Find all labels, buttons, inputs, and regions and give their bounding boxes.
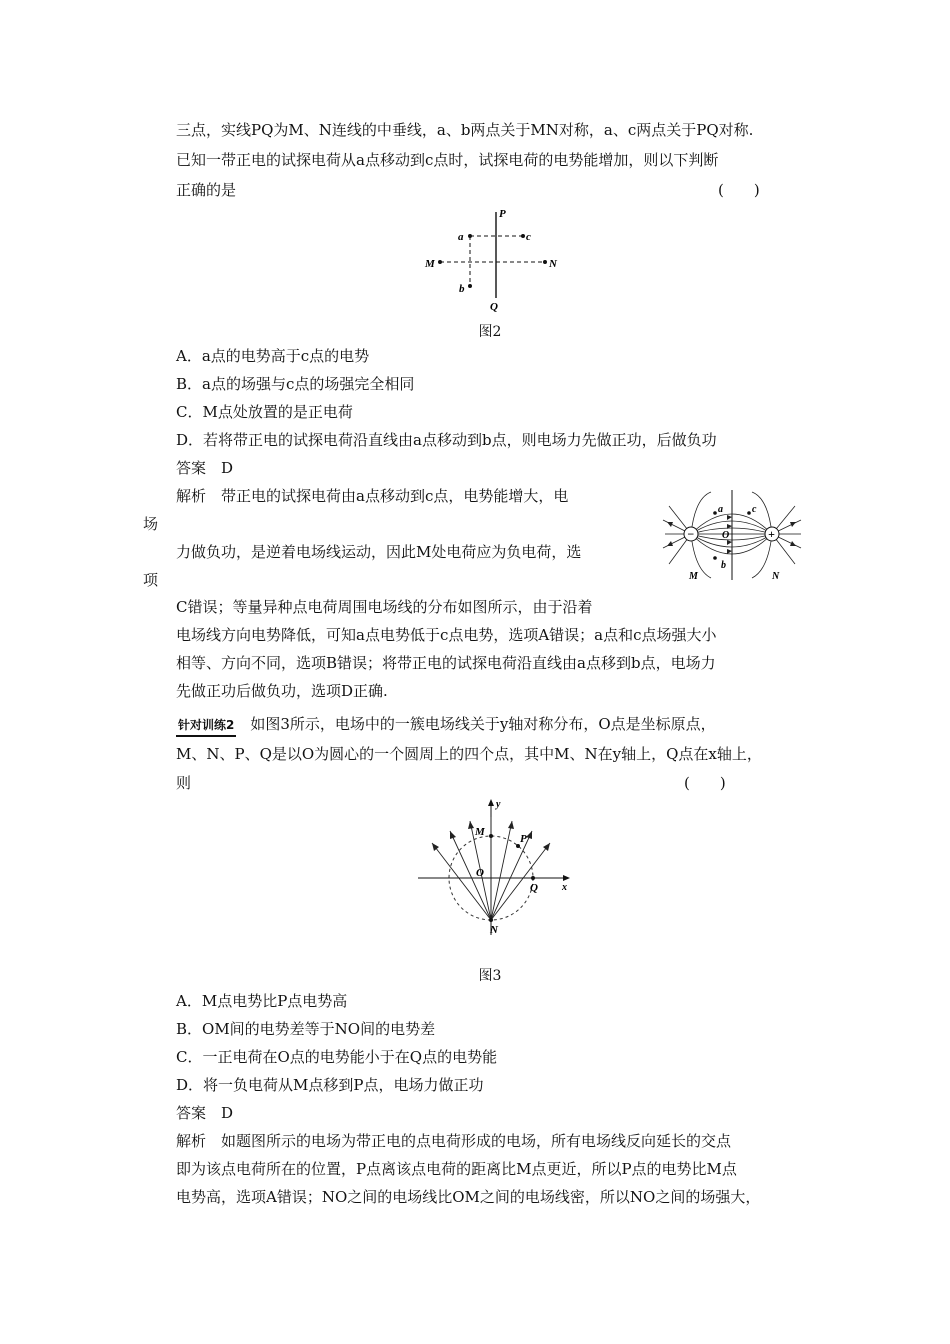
- p1-analysis-line-6: 电场线方向电势降低，可知a点电势低于c点电势，选项A错误；a点和c点场强大小: [176, 626, 717, 644]
- dipole-label-o: O: [722, 530, 730, 541]
- p1-option-d: D．若将带正电的试探电荷沿直线由a点移动到b点，则电场力先做正功，后做负功: [176, 431, 717, 449]
- label-b: b: [459, 283, 465, 295]
- label-n-fig3: N: [490, 924, 498, 936]
- p1-analysis-line-7: 相等、方向不同，选项B错误；将带正电的试探电荷沿直线由a点移到b点，电场力: [176, 654, 716, 672]
- label-x: x: [562, 882, 567, 893]
- p2-intro-line-1: 如图3所示，电场中的一簇电场线关于y轴对称分布，O点是坐标原点，: [250, 715, 716, 733]
- p1-answer-blank: ( ): [718, 181, 760, 199]
- practice-badge: 针对训练2: [176, 715, 236, 737]
- point-a: [468, 234, 472, 238]
- p1-option-c: C．M点处放置的是正电荷: [176, 403, 353, 421]
- p1-analysis-line-8: 先做正功后做负功，选项D正确.: [176, 682, 388, 700]
- plus-sign: +: [768, 527, 775, 541]
- dipole-field-diagram: [655, 488, 810, 583]
- p2-intro-line-1-row: [176, 714, 716, 737]
- p1-analysis-line-1: 解析 带正电的试探电荷由a点移动到c点，电势能增大，电: [176, 487, 569, 505]
- figure-2-diagram: [420, 200, 570, 315]
- label-p-fig3: P: [520, 833, 527, 845]
- p1-intro-line-1: 三点，实线PQ为M、N连线的中垂线，a、b两点关于MN对称，a、c两点关于PQ对称.: [176, 121, 754, 139]
- p1-option-a: A．a点的电势高于c点的电势: [176, 347, 370, 365]
- p2-analysis-line-2: 即为该点电荷所在的位置，P点离该点电荷的距离比M点更近，所以P点的电势比M点: [176, 1160, 737, 1178]
- y-axis-arrow: [488, 799, 494, 806]
- dipole-label-m: M: [689, 571, 698, 582]
- p1-intro-line-2: 已知一带正电的试探电荷从a点移动到c点时，试探电荷的电势能增加，则以下判断: [176, 151, 719, 169]
- label-c: c: [526, 231, 531, 243]
- p1-analysis-line-3: 力做负功，是逆着电场线运动，因此M处电荷应为负电荷，选: [176, 543, 582, 561]
- label-q: Q: [490, 301, 498, 313]
- p2-analysis-line-1: 解析 如题图所示的电场为带正电的点电荷形成的电场，所有电场线反向延长的交点: [176, 1132, 732, 1150]
- point-n-fig3: [489, 918, 493, 922]
- point-m: [438, 260, 442, 264]
- point-q-fig3: [531, 876, 535, 880]
- point-c: [521, 234, 525, 238]
- dipole-label-c: c: [752, 504, 757, 515]
- p1-analysis-line-5: C错误；等量异种点电荷周围电场线的分布如图所示，由于沿着: [176, 598, 593, 616]
- p1-analysis-line-2: 场: [143, 515, 159, 533]
- figure-2-caption: 图2: [478, 324, 502, 340]
- point-m-fig3: [489, 834, 493, 838]
- dipole-point-c: [747, 511, 751, 515]
- p1-option-b: B．a点的场强与c点的场强完全相同: [176, 375, 415, 393]
- label-a: a: [458, 231, 464, 243]
- figure-3-diagram: [412, 795, 577, 945]
- p2-answer-blank: ( ): [684, 774, 726, 792]
- point-b: [468, 284, 472, 288]
- label-o-fig3: O: [476, 867, 484, 879]
- label-n: N: [549, 258, 557, 270]
- p1-analysis-line-4: 项: [143, 571, 159, 589]
- p2-option-a: A．M点电势比P点电势高: [176, 992, 348, 1010]
- label-q-fig3: Q: [530, 882, 538, 894]
- label-m: M: [425, 258, 435, 270]
- p2-answer: 答案 D: [176, 1104, 234, 1122]
- label-y: y: [496, 799, 501, 810]
- p1-intro-line-3: 正确的是: [176, 181, 237, 199]
- p2-analysis-line-3: 电势高，选项A错误；NO之间的电场线比OM之间的电场线密，所以NO之间的场强大，: [176, 1188, 761, 1206]
- dipole-label-n: N: [772, 571, 780, 582]
- dipole-point-a: [713, 511, 717, 515]
- dipole-label-b: b: [721, 560, 726, 571]
- dipole-label-a: a: [718, 504, 723, 515]
- p2-option-b: B．OM间的电势差等于NO间的电势差: [176, 1020, 436, 1038]
- figure-3-caption: 图3: [478, 968, 502, 984]
- x-axis-arrow: [563, 875, 570, 881]
- label-m-fig3: M: [475, 826, 485, 838]
- p2-intro-line-3: 则: [176, 774, 192, 792]
- p2-option-d: D．将一负电荷从M点移到P点，电场力做正功: [176, 1076, 484, 1094]
- p1-answer: 答案 D: [176, 459, 234, 477]
- label-p: P: [499, 208, 506, 220]
- p2-intro-line-2: M、N、P、Q是以O为圆心的一个圆周上的四个点，其中M、N在y轴上，Q点在x轴上，: [176, 745, 762, 763]
- minus-sign: −: [687, 527, 695, 541]
- p2-option-c: C．一正电荷在O点的电势能小于在Q点的电势能: [176, 1048, 498, 1066]
- dipole-point-b: [713, 556, 717, 560]
- point-n: [543, 260, 547, 264]
